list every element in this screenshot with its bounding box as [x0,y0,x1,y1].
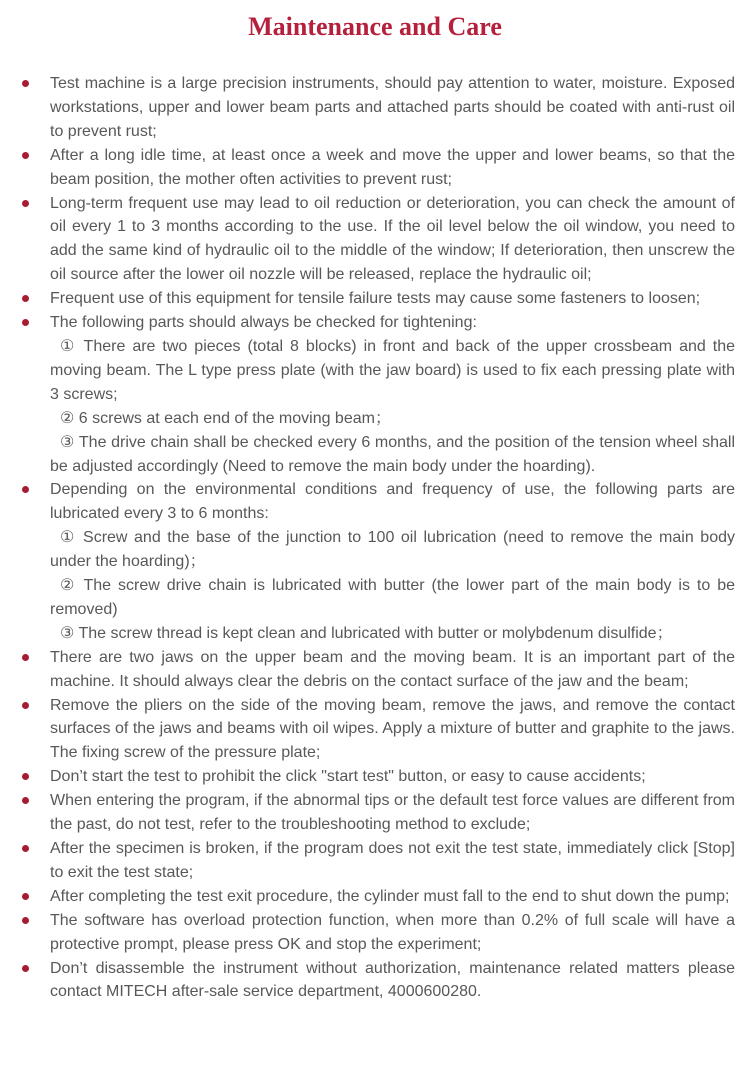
bullet-content [50,192,735,288]
bullet-text: After the specimen is broken, if the program does not exit the test state, immediately click [Stop] to exit the test state; [50,840,735,881]
list-item [50,72,735,144]
bullet-icon [22,917,29,924]
bullet-text: The following parts should always be checked for tightening: [50,314,477,332]
list-item [50,694,735,766]
bullet-text: After a long idle time, at least once a week and move the upper and lower beams, so that the beam position, the mother often activities to prevent rust; [50,146,735,188]
bullet-content [50,909,735,957]
bullet-content [50,957,735,1005]
page-title: Maintenance and Care [248,12,502,41]
bullet-content [50,837,735,885]
bullet-text: Long-term frequent use may lead to oil reduction or deterioration, you can check the amount of oil every 1 to 3 months according to the use. If the oil level below the oil window, you need to add the same kind of hydraulic oil to the middle of the window; If deterioration, then unscrew the oil source after the lower oil nozzle will be released, replace the hydraulic oil; [50,194,735,284]
sub-item-text: ② 6 screws at each end of the moving beam； [60,409,391,427]
bullet-content [50,646,735,694]
bullet-icon [22,295,29,302]
bullet-text: After completing the test exit procedure, the cylinder must fall to the end to shut down the pump; [50,887,730,905]
bullet-text: Test machine is a large precision instruments, should pay attention to water, moisture. Exposed workstations, upper and lower beam parts and attached parts should be coated with anti-rust oil to prevent rust; [50,75,735,140]
list-item [50,478,735,645]
sub-item-text: ③ The screw thread is kept clean and lubricated with butter or molybdenum disulfide； [60,624,673,642]
sub-item-text: ② The screw drive chain is lubricated with butter (the lower part of the main body is to be removed) [50,577,735,618]
list-item [50,144,735,192]
bullet-icon [22,654,29,661]
list-item [50,957,735,1005]
sub-item-text: ③ The drive chain shall be checked every 6 months, and the position of the tension wheel shall be adjusted accordingly (Need to remove the main body under the hoarding). [50,433,735,475]
bullet-text: Don’t disassemble the instrument without authorization, maintenance related matters please contact MITECH after-sale service department, 4000600280. [50,959,735,1001]
list-item [50,192,735,288]
bullet-text: Remove the pliers on the side of the moving beam, remove the jaws, and remove the contact surfaces of the jaws and beams with oil wipes. Apply a mixture of butter and graphite to the jaws. The fixing screw of the pressure plate; [50,696,735,762]
bullet-icon [22,773,29,780]
list-item [50,885,735,909]
list-item [50,789,735,837]
bullet-text: There are two jaws on the upper beam and the moving beam. It is an important part of the machine. It should always clear the debris on the contact surface of the jaw and the beam; [50,648,735,690]
document-page [0,12,750,1070]
bullet-icon [22,702,29,709]
bullet-content [50,478,735,645]
bullet-content [50,144,735,192]
bullet-icon [22,893,29,900]
bullet-text: When entering the program, if the abnormal tips or the default test force values are different from the past, do not test, refer to the troubleshooting method to exclude; [50,792,735,834]
bullet-icon [22,965,29,972]
list-item [50,287,735,311]
bullet-list [0,72,750,1004]
sub-item-text: ① There are two pieces (total 8 blocks) in front and back of the upper crossbeam and the moving beam. The L type press plate (with the jaw board) is used to fix each pressing plate with 3 screws; [50,337,735,403]
bullet-icon [22,200,29,207]
bullet-icon [22,486,29,493]
bullet-content [50,789,735,837]
bullet-content [50,287,735,311]
list-item [50,311,735,478]
bullet-icon [22,797,29,804]
list-item [50,837,735,885]
bullet-content [50,72,735,144]
bullet-text: Don’t start the test to prohibit the click "start test" button, or easy to cause accidents; [50,768,646,786]
bullet-icon [22,319,29,326]
bullet-content [50,765,735,789]
bullet-text: Frequent use of this equipment for tensile failure tests may cause some fasteners to loosen; [50,290,701,308]
list-item [50,765,735,789]
bullet-text: Depending on the environmental conditions and frequency of use, the following parts are lubricated every 3 to 6 months: [50,481,735,523]
bullet-icon [22,845,29,852]
bullet-icon [22,152,29,159]
bullet-icon [22,80,29,87]
bullet-text: The software has overload protection function, when more than 0.2% of full scale will have a protective prompt, please press OK and stop the experiment; [50,911,735,953]
list-item [50,909,735,957]
list-item [50,646,735,694]
bullet-content [50,885,735,909]
bullet-content [50,694,735,766]
sub-item-text: ① Screw and the base of the junction to 100 oil lubrication (need to remove the main body under the hoarding)； [50,529,735,571]
bullet-content [50,311,735,478]
